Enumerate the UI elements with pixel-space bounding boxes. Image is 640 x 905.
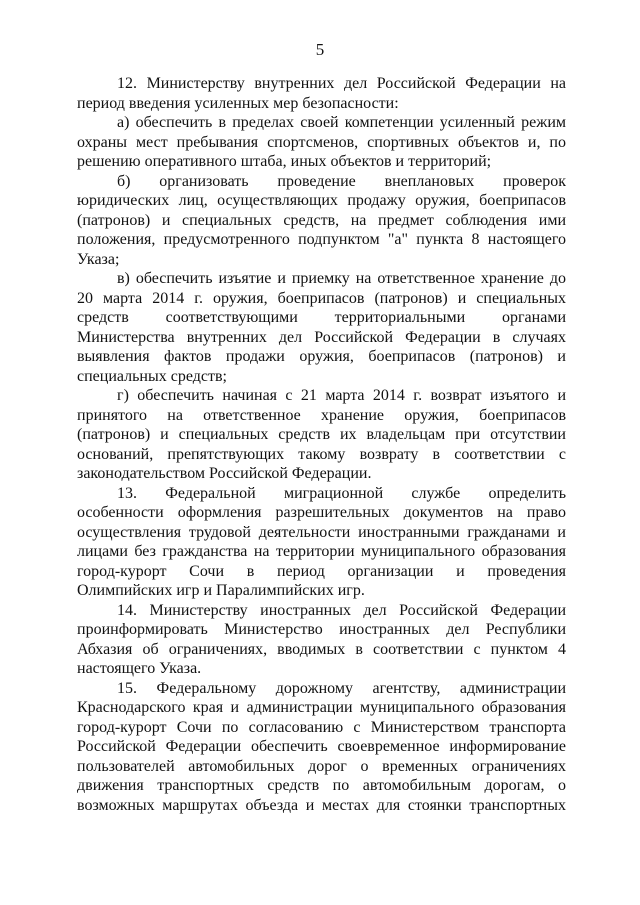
text-line: б) организовать проведение внеплановых проверок [117, 172, 566, 190]
text-line: 20 марта 2014 г. оружия, боеприпасов (патронов) и специальных [77, 289, 566, 307]
text-line: юридических лиц, осуществляющих продажу оружия, боеприпасов [77, 192, 566, 209]
text-line: Указа; [77, 250, 120, 268]
text-line: город-курорт Сочи в период организации и проведения [77, 562, 566, 580]
text-line: охраны мест пребывания спортсменов, спортивных объектов и, по [77, 133, 566, 151]
text-line: в) обеспечить изъятие и приемку на ответственное хранение до [117, 270, 566, 287]
text-line: (патронов) и специальных средств, на предмет соблюдения ими [77, 211, 566, 229]
text-line: положения, предусмотренного подпунктом "а" пункта 8 настоящего [77, 231, 566, 248]
page-number: 5 [315, 40, 325, 59]
text-line: период введения усиленных мер безопасности: [77, 94, 399, 112]
text-line: (патронов) и специальных средств их владельцам при отсутствии [77, 426, 566, 443]
text-line: выявления фактов продажи оружия, боеприпасов (патронов) и [77, 348, 566, 365]
text-line: Абхазия об ограничениях, вводимых в соответствии с пунктом 4 [77, 640, 566, 658]
text-line: решению оперативного штаба, иных объектов и территорий; [77, 153, 492, 170]
text-line: 15. Федеральному дорожному агентству, администрации [117, 679, 566, 697]
text-line: город-курорт Сочи по согласованию с Министерством транспорта [77, 718, 566, 736]
text-line: 13. Федеральной миграционной службе определить [117, 484, 566, 502]
text-line: возможных маршрутах объезда и местах для стоянки транспортных [77, 796, 566, 814]
text-line: оснований, препятствующих такому возврату в соответствии с [77, 445, 566, 463]
text-line: принятого на ответственное хранение оружия, боеприпасов [77, 406, 566, 424]
text-line: движения транспортных средств по автомобильным дорогам, о [77, 777, 566, 794]
text-line: проинформировать Министерство иностранных дел Республики [77, 621, 566, 638]
text-line: Олимпийских игр и Паралимпийских игр. [77, 582, 365, 599]
text-line: настоящего Указа. [77, 660, 202, 677]
text-line: Министерства внутренних дел Российской Федерации в случаях [77, 328, 566, 346]
text-line: законодательством Российской Федерации. [77, 465, 372, 482]
text-line: осуществления трудовой деятельности иностранными гражданами и [77, 523, 566, 541]
text-line: а) обеспечить в пределах своей компетенции усиленный режим [117, 114, 566, 131]
text-line: средств соответствующими территориальными органами [77, 309, 566, 326]
text-line: лицами без гражданства на территории муниципального образования [77, 543, 566, 560]
text-line: особенности оформления разрешительных документов на право [77, 504, 566, 521]
text-line: Российской Федерации обеспечить своевременное информирование [77, 738, 566, 755]
text-line: г) обеспечить начиная с 21 марта 2014 г. возврат изъятого и [117, 387, 566, 404]
text-line: пользователей автомобильных дорог о временных ограничениях [77, 757, 566, 775]
text-line: специальных средств; [77, 367, 227, 385]
text-line: 12. Министерству внутренних дел Российской Федерации на [117, 75, 566, 92]
document-body [77, 74, 566, 815]
text-line: 14. Министерству иностранных дел Российской Федерации [117, 601, 566, 619]
text-line: Краснодарского края и администрации муниципального образования [77, 699, 566, 716]
